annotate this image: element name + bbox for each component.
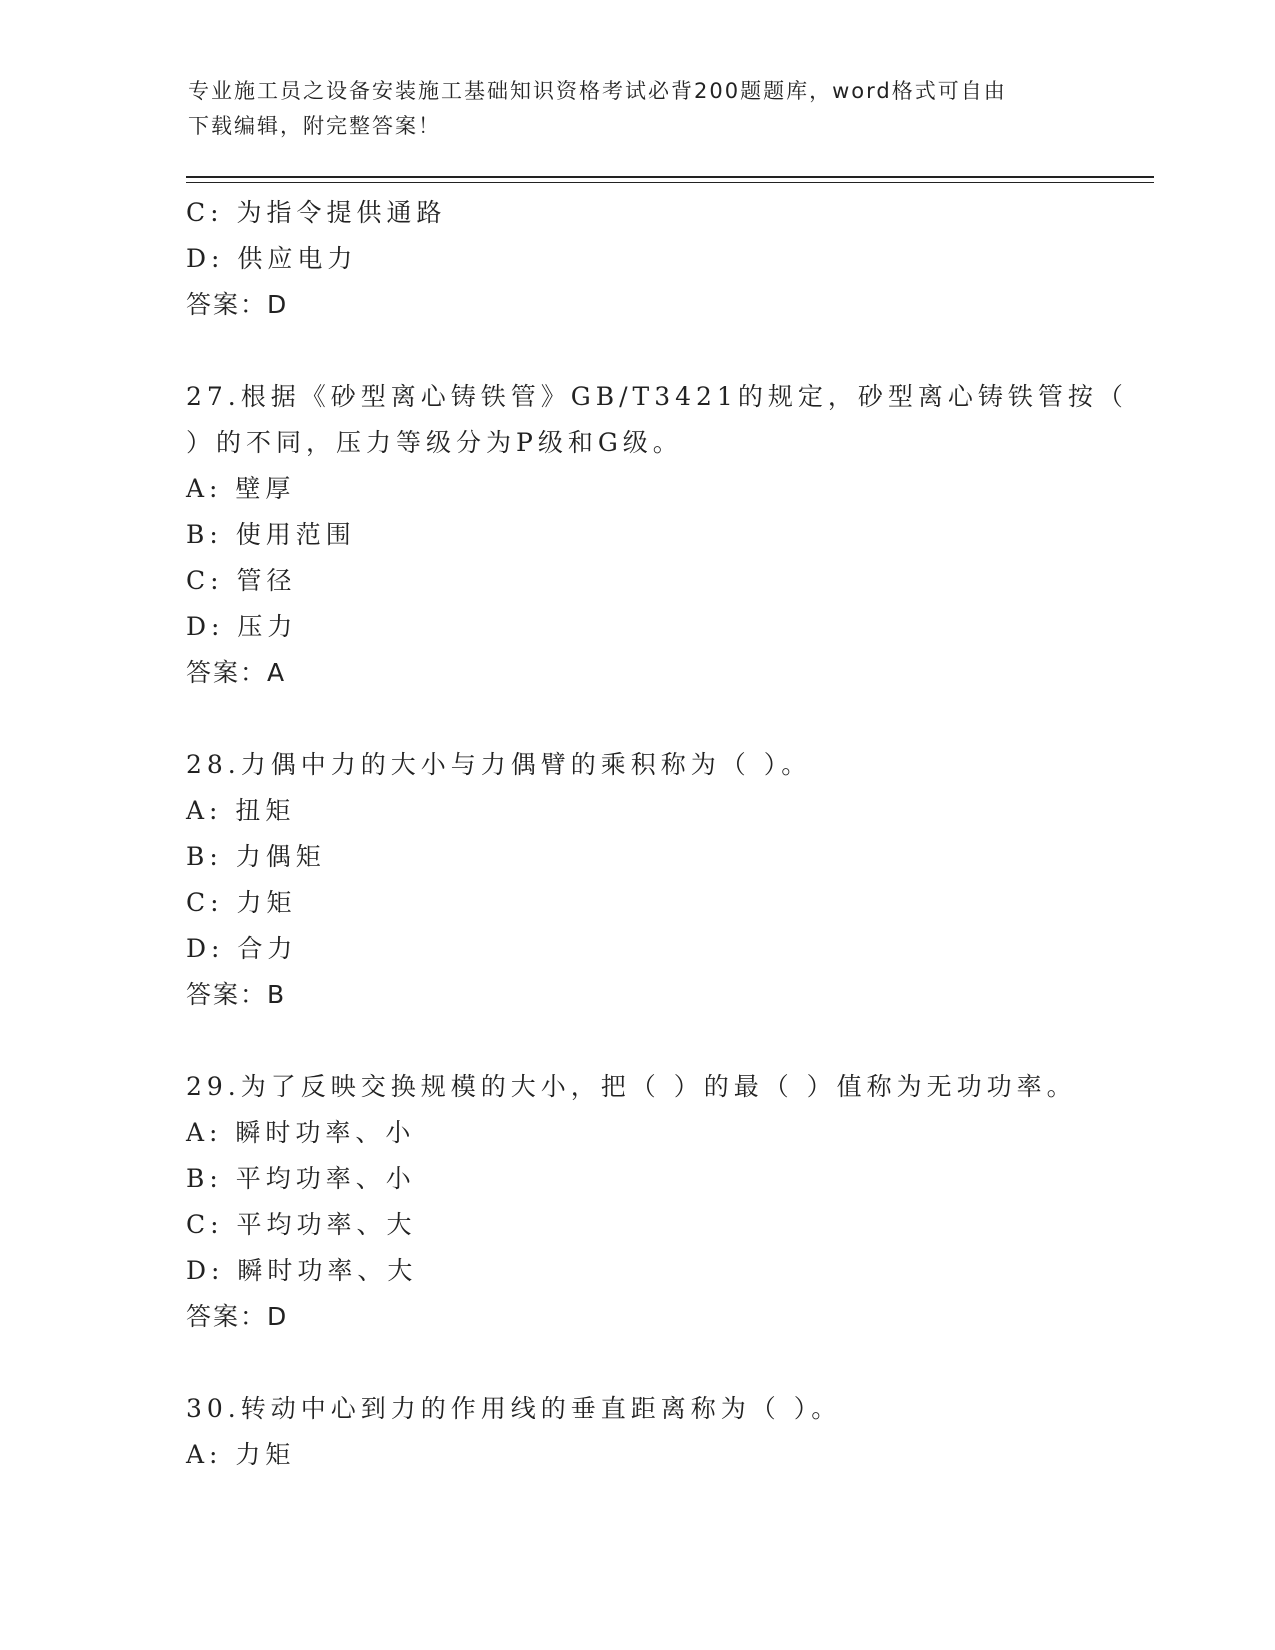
option-c: C: 为指令提供通路: [186, 198, 447, 227]
question-stem: ）的不同，压力等级分为P级和G级。: [186, 428, 683, 457]
document-header: [188, 74, 1068, 144]
option-d: D: 瞬时功率、大: [186, 1256, 418, 1285]
option-b: B: 平均功率、小: [186, 1164, 416, 1193]
option-a: A: 扭矩: [186, 796, 296, 825]
option-a: A: 力矩: [186, 1440, 296, 1469]
header-line-2: 下载编辑，附完整答案！: [188, 114, 441, 138]
option-b: B: 使用范围: [186, 520, 356, 549]
header-rule-thick: [186, 176, 1154, 178]
answer-line: 答案：D: [186, 290, 289, 319]
option-c: C: 力矩: [186, 888, 297, 917]
spacer: [186, 696, 1086, 742]
option-a: A: 瞬时功率、小: [186, 1118, 416, 1147]
option-b: B: 力偶矩: [186, 842, 326, 871]
question-stem: 29.为了反映交换规模的大小，把（ ）的最（ ）值称为无功功率。: [186, 1072, 1077, 1101]
header-rule-thin: [186, 182, 1154, 183]
question-stem: 27.根据《砂型离心铸铁管》GB/T3421的规定，砂型离心铸铁管按（: [186, 382, 1128, 411]
header-line-1: 专业施工员之设备安装施工基础知识资格考试必背200题题库，word格式可自由: [188, 79, 1007, 103]
question-stem: 28.力偶中力的大小与力偶臂的乘积称为（ ）。: [186, 750, 812, 779]
answer-line: 答案：D: [186, 1302, 289, 1331]
spacer: [186, 1018, 1086, 1064]
spacer: [186, 328, 1086, 374]
option-c: C: 管径: [186, 566, 297, 595]
option-d: D: 压力: [186, 612, 298, 641]
document-body: [186, 190, 1128, 1478]
answer-line: 答案：A: [186, 658, 287, 687]
answer-line: 答案：B: [186, 980, 287, 1009]
spacer: [186, 1340, 1086, 1386]
option-a: A: 壁厚: [186, 474, 296, 503]
option-d: D: 合力: [186, 934, 298, 963]
option-d: D: 供应电力: [186, 244, 358, 273]
question-stem: 30.转动中心到力的作用线的垂直距离称为（ ）。: [186, 1394, 842, 1423]
option-c: C: 平均功率、大: [186, 1210, 417, 1239]
